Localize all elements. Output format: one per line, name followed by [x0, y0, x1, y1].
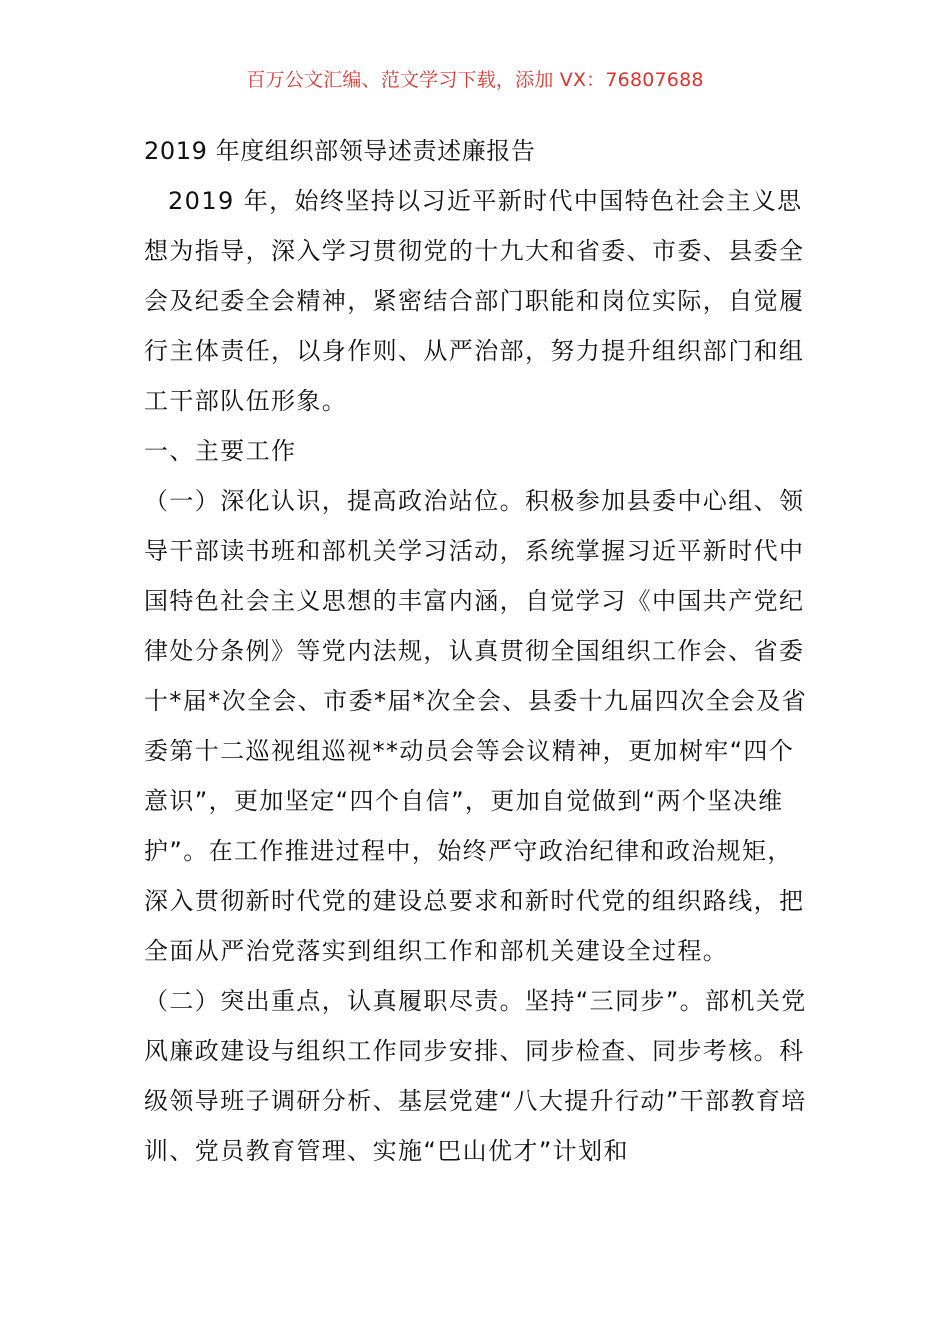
- paragraph-1: （一）深化认识，提高政治站位。积极参加县委中心组、领导干部读书班和部机关学习活动，系统掌握习近平新时代中国特色社会主义思想的丰富内涵，自觉学习《中国共产党纪律处分条例》等党内法规，认真贯彻全国组织工作会、省委十*届*次全会、市委*届*次全会、县委十九届四次全会及省委第十二巡视组巡视**动员会等会议精神，更加树牢“四个意识”，更加坚定“四个自信”，更加自觉做到“两个坚决维护”。在工作推进过程中，始终严守政治纪律和政治规矩，深入贯彻新时代党的建设总要求和新时代党的组织路线，把全面从严治党落实到组织工作和部机关建设全过程。: [144, 487, 808, 965]
- paragraph-2: （二）突出重点，认真履职尽责。坚持“三同步”。部机关党风廉政建设与组织工作同步安排、同步检查、同步考核。科级领导班子调研分析、基层党建“八大提升行动”干部教育培训、党员教育管理、实施“巴山优才”计划和: [144, 987, 807, 1165]
- section-heading: 一、主要工作: [144, 437, 297, 465]
- document-body: [144, 126, 812, 1176]
- document-title: 2019 年度组织部领导述责述廉报告: [144, 137, 536, 165]
- intro-paragraph: 2019 年，始终坚持以习近平新时代中国特色社会主义思想为指导，深入学习贯彻党的十九大和省委、市委、县委全会及纪委全会精神，紧密结合部门职能和岗位实际，自觉履行主体责任，以身作则、从严治部，努力提升组织部门和组工干部队伍形象。: [144, 187, 805, 415]
- header-watermark-note: 百万公文汇编、范文学习下载，添加 VX：76807688: [246, 69, 704, 91]
